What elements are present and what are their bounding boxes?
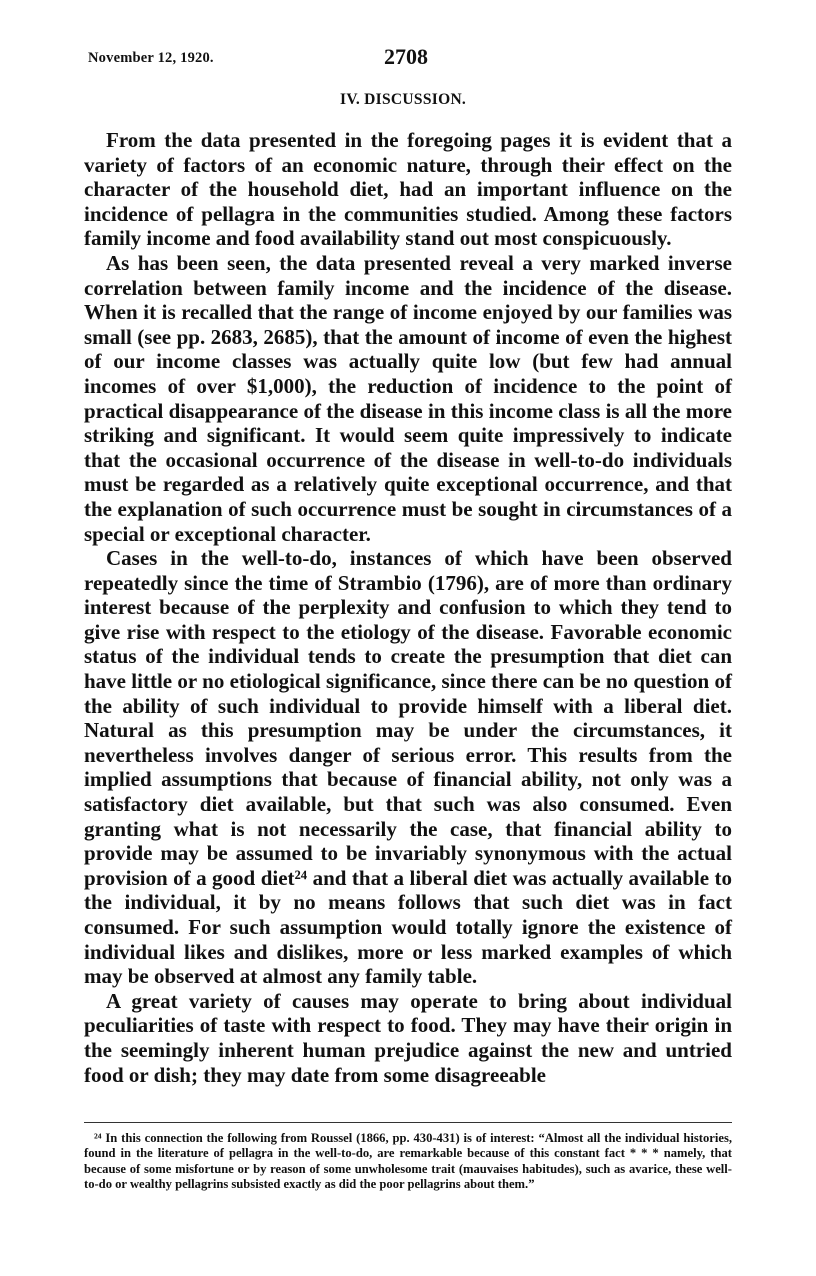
footnote-text: ²⁴ In this connection the following from Roussel (1866, pp. 430-431) is of interest: “Almost all the individual histories, found in the literature of pellagra in the well-to-do, are remarkable because of this constant fact * * * namely, that because of some misfortune or by reason of some unwholesome trait (mauvaises habitudes), such as avarice, these well-to-do or wealthy pellagrins subsisted exactly as did the poor pellagrins about them.” bbox=[84, 1131, 732, 1192]
paragraph: As has been seen, the data presented reveal a very marked inverse correlation between family income and the incidence of the disease. When it is recalled that the range of income enjoyed by our families was small (see pp. 2683, 2685), that the amount of income of even the highest of our income classes was actually quite low (but few had annual incomes of over $1,000), the reduction of incidence to the point of practical disappearance of the disease in this income class is all the more striking and significant. It would seem quite impressively to indicate that the occasional occurrence of the disease in well-to-do individuals must be regarded as a relatively quite exceptional occurrence, and that the explanation of such occurrence must be sought in circumstances of a special or exceptional character. bbox=[84, 250, 732, 546]
section-heading: IV. DISCUSSION. bbox=[340, 91, 467, 108]
body-text bbox=[84, 128, 732, 1087]
paragraph: From the data presented in the foregoing pages it is evident that a variety of factors of an economic nature, through their effect on the character of the household diet, had an important influence on the incidence of pellagra in the communities studied. Among these factors family income and food availability stand out most conspicuously. bbox=[84, 128, 732, 251]
header-date: November 12, 1920. bbox=[88, 50, 214, 66]
paragraph: Cases in the well-to-do, instances of which have been observed repeatedly since the time of Strambio (1796), are of more than ordinary interest because of the perplexity and confusion to which they tend to give rise with respect to the etiology of the disease. Favorable economic status of the individual tends to create the presumption that diet can have little or no etiological significance, since there can be no question of the ability of such individual to provide himself with a liberal diet. Natural as this presumption may be under the circumstances, it nevertheless involves danger of serious error. This results from the implied assumptions that because of financial ability, not only was a satisfactory diet available, but that such was also consumed. Even granting what is not necessarily the case, that financial ability to provide may be assumed to be invariably synonymous with the actual provision of a good diet²⁴ and that a liberal diet was actually available to the individual, it by no means follows that such diet was in fact consumed. For such assumption would totally ignore the existence of individual likes and dislikes, more or less marked examples of which may be observed at almost any family table. bbox=[84, 546, 732, 989]
footnote bbox=[84, 1131, 732, 1193]
footnote-divider bbox=[84, 1122, 732, 1123]
paragraph: A great variety of causes may operate to bring about individual peculiarities of taste with respect to food. They may have their origin in the seemingly inherent human prejudice against the new and untried food or dish; they may date from some disagreeable bbox=[84, 988, 732, 1087]
page-number: 2708 bbox=[384, 44, 428, 69]
